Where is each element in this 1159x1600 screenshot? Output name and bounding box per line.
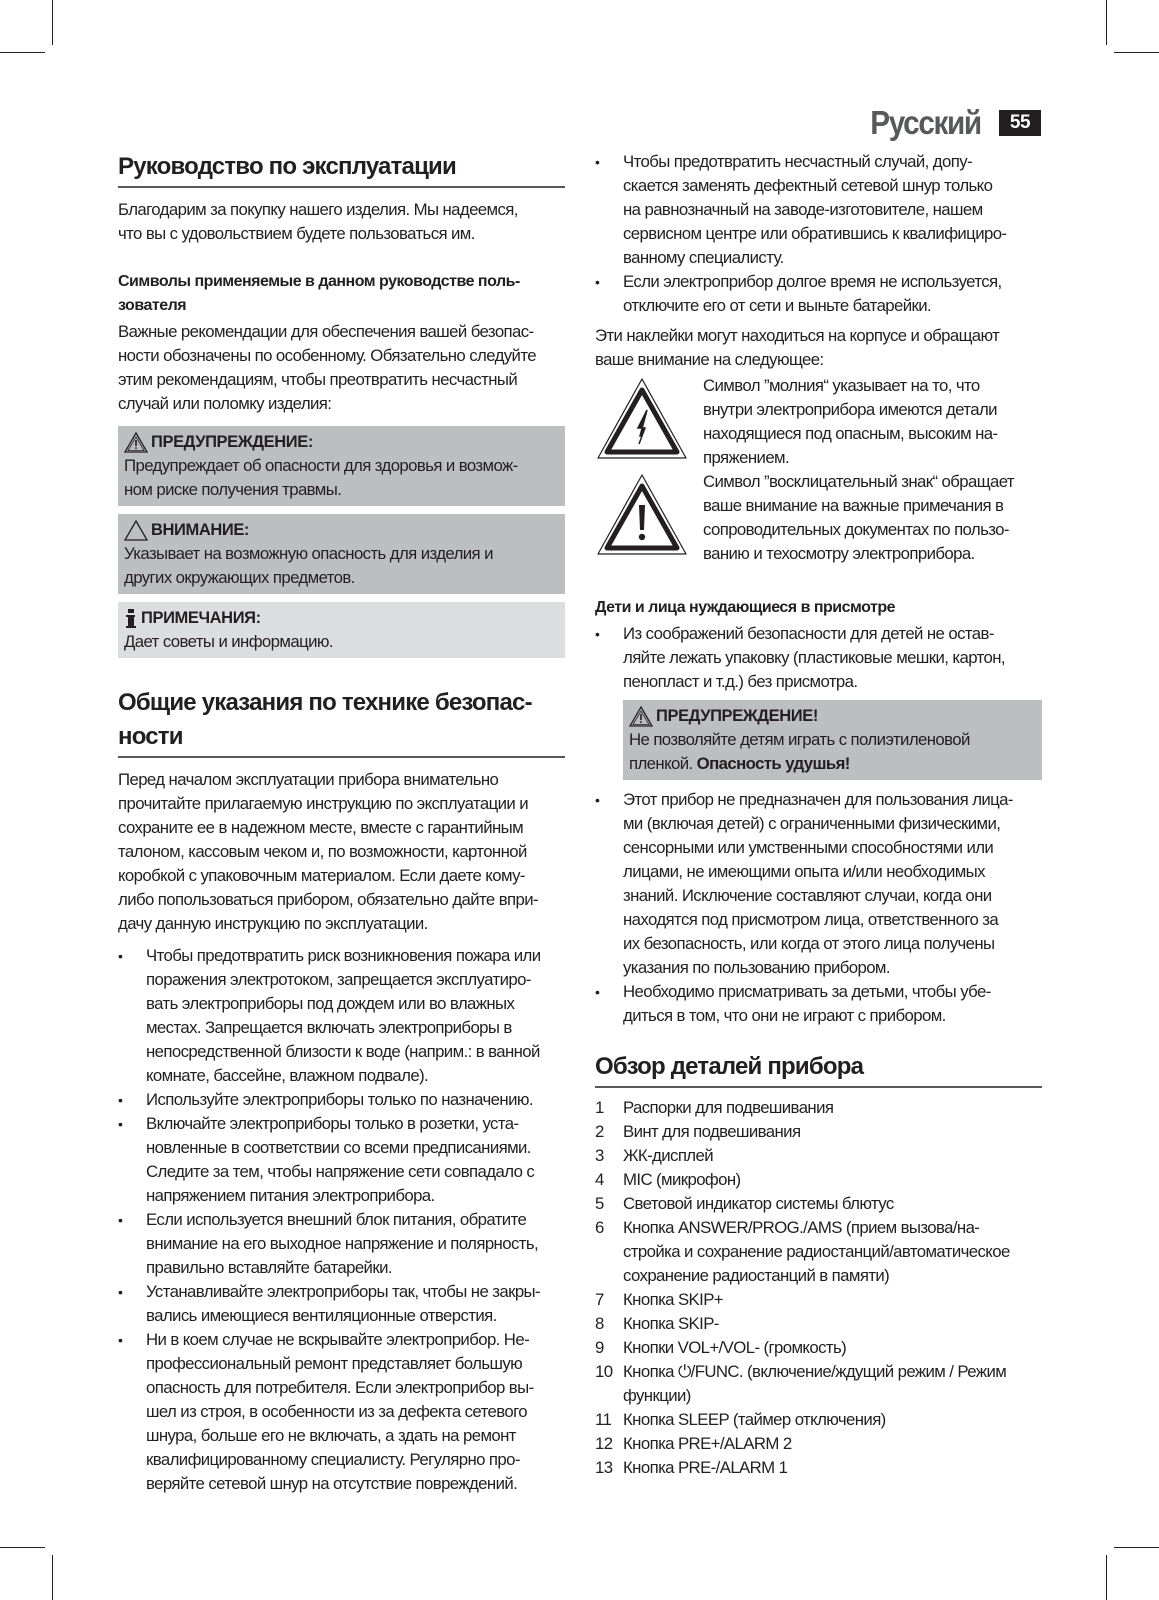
- child-warning-title: ПРЕДУПРЕЖДЕНИЕ!: [656, 707, 818, 725]
- list-item: 6 Кнопка ANSWER/PROG./AMS (прием вызова/на- стройка и сохранение радиостанций/автоматическое сохранение радиостанций в памяти): [595, 1218, 1010, 1285]
- caution-box: ВНИМАНИЕ: Указывает на возможную опасность для изделия и других окружающих предметов.: [118, 514, 565, 594]
- suffocation-warning: Опасность удушья!: [696, 754, 850, 773]
- list-item: • Включайте электроприборы только в розетки, уста- новленные в соответствии со всеми предписаниями. Следите за тем, чтобы напряжение сети совпадало с напряжением питания электроприбора.: [118, 1112, 565, 1208]
- note-box: ПРИМЕЧАНИЯ: Дает советы и информацию.: [118, 602, 565, 658]
- list-item: 13 Кнопка PRE-/ALARM 1: [595, 1458, 788, 1477]
- caution-title: ВНИМАНИЕ:: [151, 521, 250, 539]
- page-number: 55: [999, 110, 1041, 136]
- crop-mark: [1114, 1547, 1159, 1548]
- language-title: Русский: [870, 104, 981, 141]
- stickers-text: Эти наклейки могут находиться на корпусе и обращают ваше внимание на следующее:: [595, 326, 1000, 369]
- section-title-manual: Руководство по эксплуатации: [118, 150, 565, 188]
- lightning-warning-icon: [595, 376, 689, 462]
- crop-mark: [0, 52, 45, 53]
- exclamation-symbol-row: Символ ”восклицательный знак“ обращает ваше внимание на важные примечания в сопроводительных документах по пользо- ванию и техосмотру электроприбора.: [595, 470, 1042, 566]
- section-title-safety: Общие указания по технике безопас- ности: [118, 686, 565, 758]
- list-item: 10 Кнопка ⏻/FUNC. (включение/ждущий режим / Режим функции): [595, 1362, 1007, 1405]
- list-item: • Устанавливайте электроприборы так, чтобы не закры- вались имеющиеся вентиляционные отверстия.: [118, 1280, 565, 1328]
- left-column: [118, 150, 565, 1496]
- exclamation-warning-icon: [595, 472, 689, 558]
- safety-bullets: [118, 944, 565, 1496]
- children-bullets: [595, 788, 1042, 1028]
- warning-box: ПРЕДУПРЕЖДЕНИЕ: Предупреждает об опасности для здоровья и возмож- ном риске получения травмы.: [118, 426, 565, 506]
- crop-mark: [52, 1555, 53, 1600]
- warning-title: ПРЕДУПРЕЖДЕНИЕ:: [151, 433, 313, 451]
- lightning-symbol-row: Символ ”молния“ указывает на то, что внутри электроприбора имеются детали находящиеся под опасным, высоким на- пряжением.: [595, 374, 1042, 470]
- symbols-heading: Символы применяемые в данном руководстве поль- зователя: [118, 273, 520, 314]
- warning-triangle-icon: [124, 432, 148, 453]
- list-item: 2 Винт для подвешивания: [595, 1122, 801, 1141]
- children-heading: Дети и лица нуждающиеся в присмотре: [595, 599, 896, 616]
- list-item: 3 ЖК-дисплей: [595, 1146, 714, 1165]
- parts-list: [595, 1096, 1042, 1480]
- list-item: 11 Кнопка SLEEP (таймер отключения): [595, 1410, 886, 1429]
- list-item: 12 Кнопка PRE+/ALARM 2: [595, 1434, 792, 1453]
- list-item: • Если используется внешний блок питания, обратите внимание на его выходное напряжение и полярность, правильно вставляйте батарейки.: [118, 1208, 565, 1280]
- warning-triangle-icon: [629, 706, 653, 727]
- list-item: • Используйте электроприборы только по назначению.: [118, 1088, 565, 1112]
- list-item: • Необходимо присматривать за детьми, чтобы убе- диться в том, что они не играют с прибором.: [595, 980, 1042, 1028]
- page-header: [858, 104, 1041, 142]
- caution-triangle-icon: [124, 520, 148, 541]
- crop-mark: [1106, 0, 1107, 45]
- list-item: 7 Кнопка SKIP+: [595, 1290, 724, 1309]
- list-item: 8 Кнопка SKIP-: [595, 1314, 719, 1333]
- intro-text: Благодарим за покупку нашего изделия. Мы надеемся, что вы с удовольствием будете пользоваться им.: [118, 200, 518, 243]
- crop-mark: [0, 1547, 45, 1548]
- cord-bullets: [595, 150, 1042, 318]
- info-icon: [124, 608, 138, 629]
- crop-mark: [1114, 52, 1159, 53]
- right-column: [595, 150, 1042, 1480]
- child-warning-box: ПРЕДУПРЕЖДЕНИЕ! Не позволяйте детям играть с полиэтиленовой пленкой. Опасность удушья!: [623, 700, 1042, 780]
- list-item: • Этот прибор не предназначен для пользования лица- ми (включая детей) с ограниченными физическими, сенсорными или умственными способностями или лицами, не имеющими опыта и/или необходимых знаний. Исключение составляют случаи, когда они находятся под присмотром лица, ответственного за их безопасность, или когда от этого лица получены указания по пользованию прибором.: [595, 788, 1042, 980]
- list-item: 4 MIC (микрофон): [595, 1170, 741, 1189]
- list-item: • Если электроприбор долгое время не используется, отключите его от сети и выньте батарейки.: [595, 270, 1042, 318]
- note-title: ПРИМЕЧАНИЯ:: [141, 609, 261, 627]
- children-bullet-1: [595, 622, 1042, 694]
- list-item: • Из соображений безопасности для детей не остав- ляйте лежать упаковку (пластиковые мешки, картон, пенопласт и т.д.) без присмотра.: [595, 622, 1042, 694]
- crop-mark: [52, 0, 53, 45]
- list-item: 5 Световой индикатор системы блютус: [595, 1194, 894, 1213]
- list-item: • Чтобы предотвратить несчастный случай, допу- скается заменять дефектный сетевой шнур только на равнозначный на заводе-изготовителе, нашем сервисном центре или обратившись к квалифициро- ванному специалисту.: [595, 150, 1042, 270]
- safety-intro: Перед началом эксплуатации прибора внимательно прочитайте прилагаемую инструкцию по эксплуатации и сохраните ее в надежном месте, вместе с гарантийным талоном, кассовым чеком и, по возможности, картонной коробкой с упаковочным материалом. Если даете кому- либо попользоваться прибором, обязательно дайте впри- дачу данную инструкцию по эксплуатации.: [118, 770, 539, 933]
- list-item: 1 Распорки для подвешивания: [595, 1098, 834, 1117]
- list-item: 9 Кнопки VOL+/VOL- (громкость): [595, 1338, 847, 1357]
- list-item: • Чтобы предотвратить риск возникновения пожара или поражения электротоком, запрещается эксплуатиро- вать электроприборы под дождем или во влажных местах. Запрещается включать электроприборы в непосредственной близости к воде (наприм.: в ванной комнате, бассейне, влажном подвале).: [118, 944, 565, 1088]
- crop-mark: [1106, 1555, 1107, 1600]
- list-item: • Ни в коем случае не вскрывайте электроприбор. Не- профессиональный ремонт представляет большую опасность для потребителя. Если электроприбор вы- шел из строя, в особенности из за дефекта сетевого шнура, больше его не включать, а здать на ремонт квалифицированному специалисту. Регулярно про- веряйте сетевой шнур на отсутствие повреждений.: [118, 1328, 565, 1496]
- symbols-text: Важные рекомендации для обеспечения вашей безопас- ности обозначены по особенному. Обязательно следуйте этим рекомендациям, чтобы преотвратить несчастный случай или поломку изделия:: [118, 322, 536, 413]
- section-title-parts: Обзор деталей прибора: [595, 1050, 1042, 1088]
